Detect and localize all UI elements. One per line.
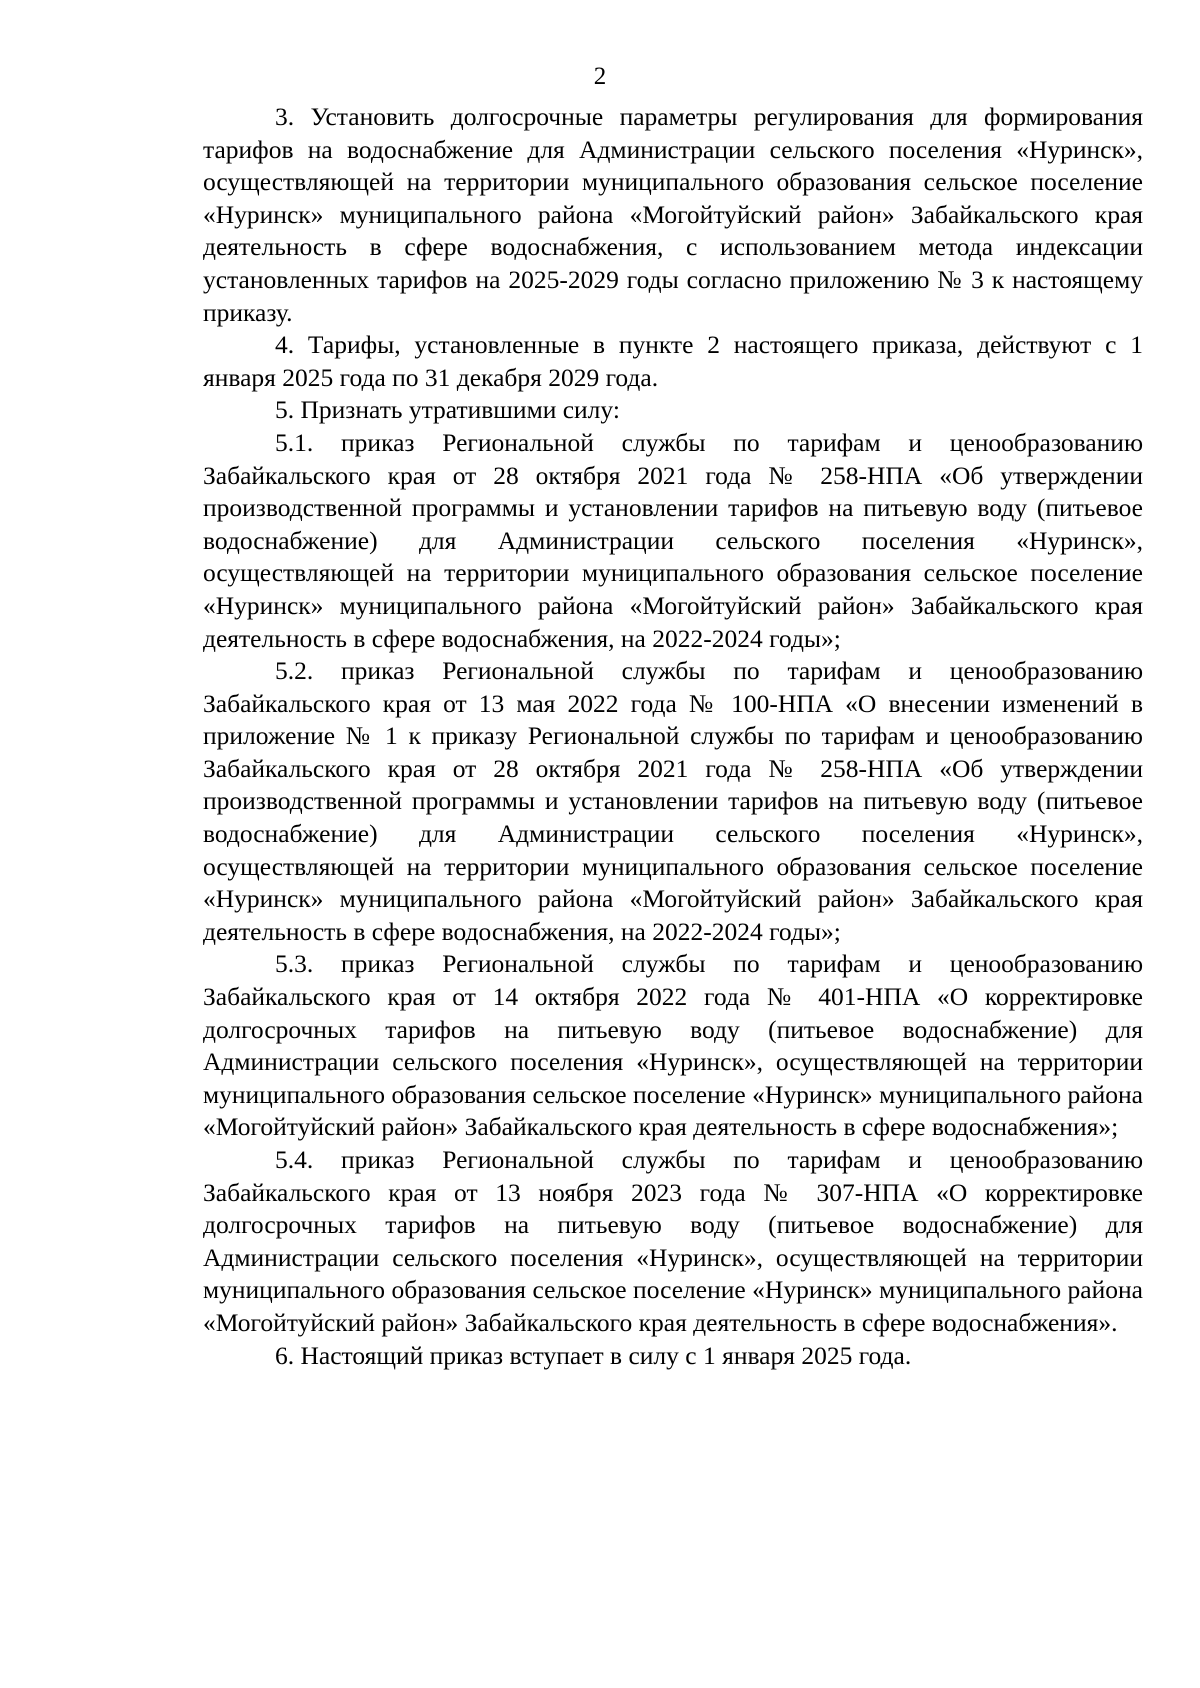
paragraph-5-2-repealed-order: 5.2. приказ Региональной службы по тарифам и ценообразованию Забайкальского края от 13 мая 2022 года № 100-НПА «О внесении изменений в приложение № 1 к приказу Региональной службы по тарифам и ценообразованию Забайкальского края от 28 октября 2021 года № 258-НПА «Об утверждении производственной программы и установлении тарифов на питьевую воду (питьевое водоснабжение) для Администрации сельского поселения «Нуринск», осуществляющей на территории муниципального образования сельское поселение «Нуринск» муниципального района «Могойтуйский район» Забайкальского края деятельность в сфере водоснабжения, на 2022-2024 годы»; xyxy=(203,656,1143,946)
paragraph-5-1-repealed-order: 5.1. приказ Региональной службы по тарифам и ценообразованию Забайкальского края от 28 октября 2021 года № 258-НПА «Об утверждении производственной программы и установлении тарифов на питьевую воду (питьевое водоснабжение) для Администрации сельского поселения «Нуринск», осуществляющей на территории муниципального образования сельское поселение «Нуринск» муниципального района «Могойтуйский район» Забайкальского края деятельность в сфере водоснабжения, на 2022-2024 годы»; xyxy=(203,427,1143,653)
page-number: 2 xyxy=(593,63,607,90)
paragraph-3-long-term-parameters: 3. Установить долгосрочные параметры регулирования для формирования тарифов на водоснабжение для Администрации сельского поселения «Нуринск», осуществляющей на территории муниципального образования сельское поселение «Нуринск» муниципального района «Могойтуйский район» Забайкальского края деятельность в сфере водоснабжения, с использованием метода индексации установленных тарифов на 2025-2029 годы согласно приложению № 3 к настоящему приказу. xyxy=(203,102,1143,327)
document-body xyxy=(203,101,1143,1372)
paragraph-5-repeal-heading: 5. Признать утратившими силу: xyxy=(275,395,620,425)
paragraph-5-3-repealed-order: 5.3. приказ Региональной службы по тарифам и ценообразованию Забайкальского края от 14 октября 2022 года № 401-НПА «О корректировке долгосрочных тарифов на питьевую воду (питьевое водоснабжение) для Администрации сельского поселения «Нуринск», осуществляющей на территории муниципального образования сельское поселение «Нуринск» муниципального района «Могойтуйский район» Забайкальского края деятельность в сфере водоснабжения»; xyxy=(203,949,1143,1142)
paragraph-4-tariff-validity: 4. Тарифы, установленные в пункте 2 настоящего приказа, действуют с 1 января 2025 года по 31 декабря 2029 года. xyxy=(203,330,1143,392)
paragraph-5-4-repealed-order: 5.4. приказ Региональной службы по тарифам и ценообразованию Забайкальского края от 13 ноября 2023 года № 307-НПА «О корректировке долгосрочных тарифов на питьевую воду (питьевое водоснабжение) для Администрации сельского поселения «Нуринск», осуществляющей на территории муниципального образования сельское поселение «Нуринск» муниципального района «Могойтуйский район» Забайкальского края деятельность в сфере водоснабжения». xyxy=(203,1145,1143,1337)
paragraph-6-effective-date: 6. Настоящий приказ вступает в силу с 1 января 2025 года. xyxy=(275,1340,912,1370)
